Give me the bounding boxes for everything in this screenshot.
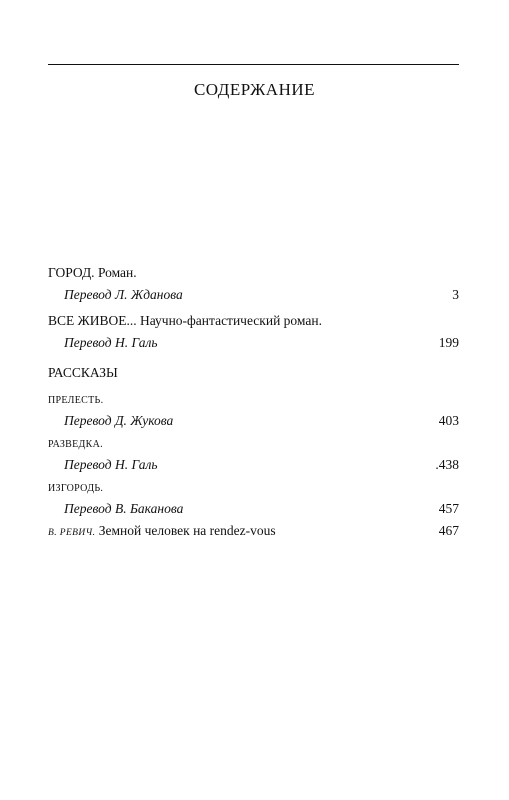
translator-credit: Перевод Н. Галь — [64, 457, 158, 472]
page-number: 3 — [452, 287, 459, 302]
toc-entry-razvedka — [48, 432, 459, 454]
top-rule — [48, 64, 459, 65]
toc-translator-row — [48, 410, 459, 432]
entry-subtitle: Роман. — [97, 265, 137, 280]
toc-entry-izgorod — [48, 476, 459, 498]
entry-title: ВСЕ ЖИВОЕ... — [48, 313, 137, 328]
page-number: 199 — [438, 335, 459, 350]
page-number: .438 — [435, 457, 459, 472]
toc-translator-row — [48, 454, 459, 476]
author-name: В. РЕВИЧ. — [48, 528, 96, 538]
toc-translator-row — [48, 498, 459, 520]
entry-subtitle: Научно-фантастический роман. — [139, 313, 322, 328]
translator-credit: Перевод Д. Жукова — [64, 413, 174, 428]
entry-title: Земной человек на rendez-vous — [98, 523, 276, 538]
page-number: 457 — [438, 501, 459, 516]
entry-title: ИЗГОРОДЬ. — [48, 483, 104, 494]
page-number: 403 — [438, 413, 459, 428]
entry-title: ГОРОД. — [48, 265, 95, 280]
toc-translator-row — [48, 332, 459, 354]
entry-title: ПРЕЛЕСТЬ. — [48, 395, 104, 406]
toc-translator-row — [48, 284, 459, 306]
page-number: 467 — [438, 523, 459, 538]
section-heading: РАССКАЗЫ — [48, 365, 118, 380]
translator-credit: Перевод Н. Галь — [64, 335, 158, 350]
translator-credit: Перевод В. Баканова — [64, 501, 184, 516]
table-of-contents — [48, 262, 459, 542]
toc-entry-afterword — [48, 520, 459, 542]
entry-title: РАЗВЕДКА. — [48, 439, 103, 450]
translator-credit: Перевод Л. Жданова — [64, 287, 183, 302]
toc-entry-gorod — [48, 262, 459, 284]
toc-entry-prelest — [48, 388, 459, 410]
page-title: СОДЕРЖАНИЕ — [193, 80, 316, 99]
toc-entry-vse-zhivoe — [48, 310, 459, 332]
